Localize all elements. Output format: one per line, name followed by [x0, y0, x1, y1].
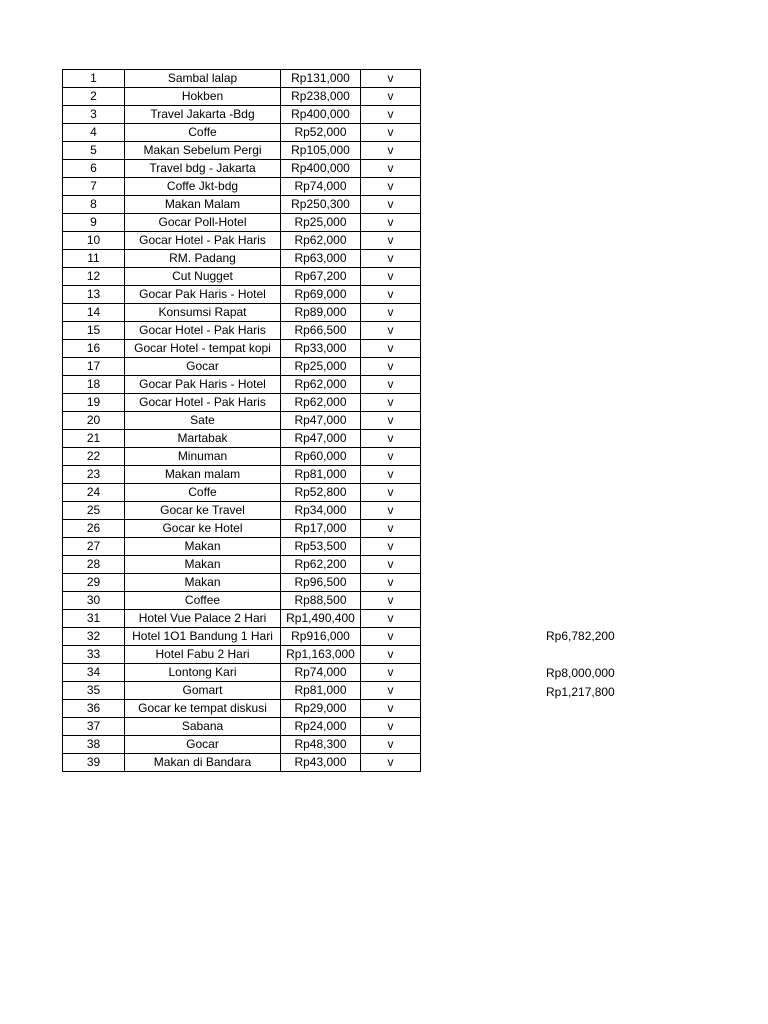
item-description-cell: Gocar Hotel - Pak Haris	[125, 232, 281, 250]
item-description-cell: Gocar Hotel - Pak Haris	[125, 322, 281, 340]
table-row	[63, 232, 421, 250]
check-mark-cell: v	[361, 574, 421, 592]
item-description-cell: Hokben	[125, 88, 281, 106]
item-description-cell: Lontong Kari	[125, 664, 281, 682]
row-number-cell: 29	[63, 574, 125, 592]
amount-cell: Rp25,000	[281, 358, 361, 376]
table-row	[63, 538, 421, 556]
table-row	[63, 214, 421, 232]
check-mark-cell: v	[361, 628, 421, 646]
table-row	[63, 322, 421, 340]
table-row	[63, 88, 421, 106]
row-number-cell: 13	[63, 286, 125, 304]
row-number-cell: 30	[63, 592, 125, 610]
table-row	[63, 142, 421, 160]
table-row	[63, 376, 421, 394]
item-description-cell: Hotel Fabu 2 Hari	[125, 646, 281, 664]
expense-table-body	[63, 70, 421, 772]
row-number-cell: 31	[63, 610, 125, 628]
amount-cell: Rp25,000	[281, 214, 361, 232]
side-total-value: Rp6,782,200	[546, 629, 615, 643]
check-mark-cell: v	[361, 106, 421, 124]
item-description-cell: Gocar ke Hotel	[125, 520, 281, 538]
expense-table	[62, 69, 421, 772]
item-description-cell: Travel bdg - Jakarta	[125, 160, 281, 178]
item-description-cell: Gocar Hotel - tempat kopi	[125, 340, 281, 358]
row-number-cell: 39	[63, 754, 125, 772]
amount-cell: Rp48,300	[281, 736, 361, 754]
amount-cell: Rp88,500	[281, 592, 361, 610]
side-total-value: Rp8,000,000	[546, 666, 615, 681]
row-number-cell: 34	[63, 664, 125, 682]
item-description-cell: Hotel 1O1 Bandung 1 Hari	[125, 628, 281, 646]
table-row	[63, 520, 421, 538]
item-description-cell: Coffee	[125, 592, 281, 610]
table-row	[63, 610, 421, 628]
check-mark-cell: v	[361, 484, 421, 502]
check-mark-cell: v	[361, 286, 421, 304]
item-description-cell: Sate	[125, 412, 281, 430]
row-number-cell: 21	[63, 430, 125, 448]
item-description-cell: Coffe Jkt-bdg	[125, 178, 281, 196]
item-description-cell: Sambal lalap	[125, 70, 281, 88]
item-description-cell: Gocar Pak Haris - Hotel	[125, 286, 281, 304]
item-description-cell: Sabana	[125, 718, 281, 736]
item-description-cell: Coffe	[125, 484, 281, 502]
amount-cell: Rp69,000	[281, 286, 361, 304]
row-number-cell: 4	[63, 124, 125, 142]
row-number-cell: 25	[63, 502, 125, 520]
row-number-cell: 12	[63, 268, 125, 286]
amount-cell: Rp62,000	[281, 394, 361, 412]
row-number-cell: 5	[63, 142, 125, 160]
row-number-cell: 19	[63, 394, 125, 412]
row-number-cell: 28	[63, 556, 125, 574]
amount-cell: Rp400,000	[281, 106, 361, 124]
amount-cell: Rp60,000	[281, 448, 361, 466]
row-number-cell: 24	[63, 484, 125, 502]
table-row	[63, 502, 421, 520]
amount-cell: Rp89,000	[281, 304, 361, 322]
check-mark-cell: v	[361, 610, 421, 628]
amount-cell: Rp53,500	[281, 538, 361, 556]
amount-cell: Rp1,163,000	[281, 646, 361, 664]
amount-cell: Rp400,000	[281, 160, 361, 178]
row-number-cell: 38	[63, 736, 125, 754]
check-mark-cell: v	[361, 592, 421, 610]
amount-cell: Rp52,800	[281, 484, 361, 502]
item-description-cell: Gocar Hotel - Pak Haris	[125, 394, 281, 412]
table-row	[63, 304, 421, 322]
row-number-cell: 17	[63, 358, 125, 376]
amount-cell: Rp52,000	[281, 124, 361, 142]
table-row	[63, 448, 421, 466]
item-description-cell: Minuman	[125, 448, 281, 466]
item-description-cell: Makan Sebelum Pergi	[125, 142, 281, 160]
amount-cell: Rp62,000	[281, 232, 361, 250]
check-mark-cell: v	[361, 358, 421, 376]
table-row	[63, 484, 421, 502]
amount-cell: Rp33,000	[281, 340, 361, 358]
check-mark-cell: v	[361, 196, 421, 214]
table-row	[63, 196, 421, 214]
item-description-cell: Gocar Poll-Hotel	[125, 214, 281, 232]
table-row	[63, 646, 421, 664]
amount-cell: Rp96,500	[281, 574, 361, 592]
amount-cell: Rp250,300	[281, 196, 361, 214]
check-mark-cell: v	[361, 232, 421, 250]
item-description-cell: Gocar Pak Haris - Hotel	[125, 376, 281, 394]
check-mark-cell: v	[361, 340, 421, 358]
amount-cell: Rp17,000	[281, 520, 361, 538]
table-row	[63, 574, 421, 592]
amount-cell: Rp67,200	[281, 268, 361, 286]
item-description-cell: Gocar ke tempat diskusi	[125, 700, 281, 718]
row-number-cell: 11	[63, 250, 125, 268]
row-number-cell: 8	[63, 196, 125, 214]
item-description-cell: Coffe	[125, 124, 281, 142]
check-mark-cell: v	[361, 538, 421, 556]
amount-cell: Rp62,000	[281, 376, 361, 394]
item-description-cell: Hotel Vue Palace 2 Hari	[125, 610, 281, 628]
row-number-cell: 14	[63, 304, 125, 322]
table-row	[63, 250, 421, 268]
row-number-cell: 9	[63, 214, 125, 232]
row-number-cell: 16	[63, 340, 125, 358]
item-description-cell: Cut Nugget	[125, 268, 281, 286]
table-row	[63, 178, 421, 196]
check-mark-cell: v	[361, 430, 421, 448]
table-row	[63, 268, 421, 286]
check-mark-cell: v	[361, 520, 421, 538]
table-row	[63, 466, 421, 484]
row-number-cell: 20	[63, 412, 125, 430]
check-mark-cell: v	[361, 142, 421, 160]
row-number-cell: 33	[63, 646, 125, 664]
row-number-cell: 36	[63, 700, 125, 718]
check-mark-cell: v	[361, 502, 421, 520]
check-mark-cell: v	[361, 160, 421, 178]
table-row	[63, 70, 421, 88]
check-mark-cell: v	[361, 268, 421, 286]
row-number-cell: 26	[63, 520, 125, 538]
table-row	[63, 106, 421, 124]
row-number-cell: 37	[63, 718, 125, 736]
item-description-cell: Makan malam	[125, 466, 281, 484]
check-mark-cell: v	[361, 412, 421, 430]
table-row	[63, 340, 421, 358]
amount-cell: Rp34,000	[281, 502, 361, 520]
check-mark-cell: v	[361, 178, 421, 196]
check-mark-cell: v	[361, 394, 421, 412]
row-number-cell: 32	[63, 628, 125, 646]
amount-cell: Rp29,000	[281, 700, 361, 718]
table-row	[63, 412, 421, 430]
table-row	[63, 394, 421, 412]
item-description-cell: Makan	[125, 538, 281, 556]
amount-cell: Rp105,000	[281, 142, 361, 160]
check-mark-cell: v	[361, 250, 421, 268]
amount-cell: Rp63,000	[281, 250, 361, 268]
row-number-cell: 7	[63, 178, 125, 196]
amount-cell: Rp238,000	[281, 88, 361, 106]
table-row	[63, 124, 421, 142]
amount-cell: Rp43,000	[281, 754, 361, 772]
item-description-cell: Gocar ke Travel	[125, 502, 281, 520]
check-mark-cell: v	[361, 448, 421, 466]
table-row	[63, 682, 421, 700]
row-number-cell: 35	[63, 682, 125, 700]
table-row	[63, 556, 421, 574]
row-number-cell: 10	[63, 232, 125, 250]
check-mark-cell: v	[361, 466, 421, 484]
check-mark-cell: v	[361, 304, 421, 322]
row-number-cell: 6	[63, 160, 125, 178]
table-row	[63, 358, 421, 376]
table-row	[63, 700, 421, 718]
check-mark-cell: v	[361, 376, 421, 394]
side-total-value: Rp1,217,800	[546, 684, 615, 699]
table-row	[63, 718, 421, 736]
item-description-cell: Konsumsi Rapat	[125, 304, 281, 322]
table-row	[63, 754, 421, 772]
check-mark-cell: v	[361, 646, 421, 664]
row-number-cell: 22	[63, 448, 125, 466]
amount-cell: Rp66,500	[281, 322, 361, 340]
row-number-cell: 1	[63, 70, 125, 88]
table-row	[63, 628, 421, 646]
amount-cell: Rp74,000	[281, 664, 361, 682]
check-mark-cell: v	[361, 322, 421, 340]
table-row	[63, 430, 421, 448]
item-description-cell: Makan Malam	[125, 196, 281, 214]
check-mark-cell: v	[361, 70, 421, 88]
item-description-cell: Gomart	[125, 682, 281, 700]
amount-cell: Rp47,000	[281, 430, 361, 448]
check-mark-cell: v	[361, 718, 421, 736]
amount-cell: Rp81,000	[281, 682, 361, 700]
item-description-cell: Makan	[125, 556, 281, 574]
amount-cell: Rp916,000	[281, 628, 361, 646]
item-description-cell: Martabak	[125, 430, 281, 448]
table-row	[63, 664, 421, 682]
amount-cell: Rp24,000	[281, 718, 361, 736]
row-number-cell: 3	[63, 106, 125, 124]
amount-cell: Rp62,200	[281, 556, 361, 574]
check-mark-cell: v	[361, 124, 421, 142]
amount-cell: Rp81,000	[281, 466, 361, 484]
check-mark-cell: v	[361, 754, 421, 772]
item-description-cell: Gocar	[125, 358, 281, 376]
table-row	[63, 286, 421, 304]
check-mark-cell: v	[361, 556, 421, 574]
amount-cell: Rp47,000	[281, 412, 361, 430]
amount-cell: Rp131,000	[281, 70, 361, 88]
row-number-cell: 2	[63, 88, 125, 106]
amount-cell: Rp1,490,400	[281, 610, 361, 628]
table-row	[63, 736, 421, 754]
check-mark-cell: v	[361, 682, 421, 700]
table-row	[63, 592, 421, 610]
row-number-cell: 15	[63, 322, 125, 340]
check-mark-cell: v	[361, 88, 421, 106]
check-mark-cell: v	[361, 214, 421, 232]
item-description-cell: Makan	[125, 574, 281, 592]
item-description-cell: Gocar	[125, 736, 281, 754]
check-mark-cell: v	[361, 664, 421, 682]
row-number-cell: 27	[63, 538, 125, 556]
item-description-cell: Travel Jakarta -Bdg	[125, 106, 281, 124]
item-description-cell: Makan di Bandara	[125, 754, 281, 772]
check-mark-cell: v	[361, 736, 421, 754]
row-number-cell: 23	[63, 466, 125, 484]
row-number-cell: 18	[63, 376, 125, 394]
amount-cell: Rp74,000	[281, 178, 361, 196]
item-description-cell: RM. Padang	[125, 250, 281, 268]
check-mark-cell: v	[361, 700, 421, 718]
table-row	[63, 160, 421, 178]
